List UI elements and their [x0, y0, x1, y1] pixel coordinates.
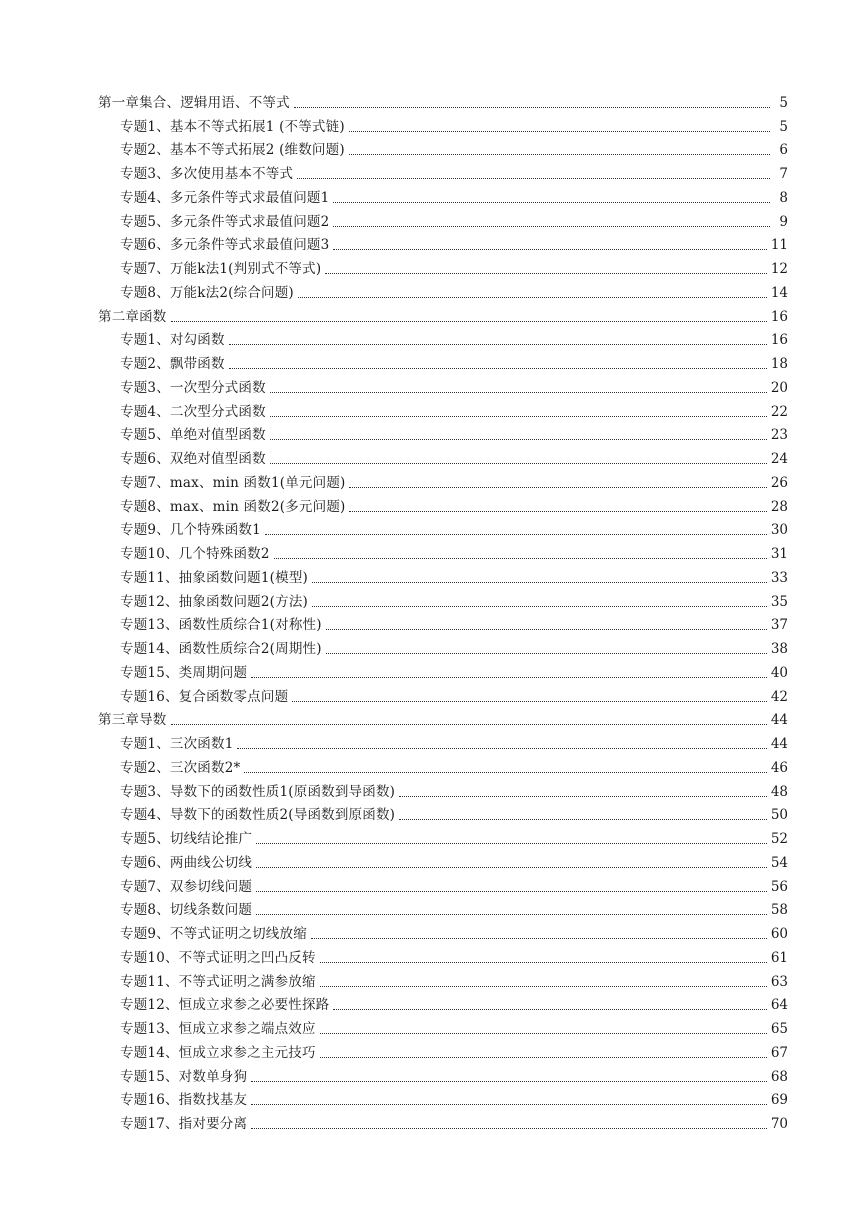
toc-section-entry[interactable] [98, 1085, 788, 1109]
toc-section-entry[interactable] [98, 230, 788, 254]
toc-entry-title: 专题17、指对要分离 [120, 1116, 248, 1132]
toc-entry-page-number: 44 [770, 712, 788, 729]
toc-entry-page-number: 70 [770, 1116, 788, 1132]
toc-entry-title: 专题1、对勾函数 [120, 332, 225, 349]
toc-section-entry[interactable] [98, 396, 788, 420]
dot-leader [270, 462, 767, 464]
dot-leader [320, 1056, 767, 1058]
dot-leader [265, 533, 767, 535]
toc-entry-page-number: 54 [770, 854, 788, 871]
toc-section-entry[interactable] [98, 823, 788, 847]
toc-entry-title: 专题13、函数性质综合1(对称性) [120, 617, 322, 634]
toc-entry-title: 专题15、类周期问题 [120, 664, 248, 681]
toc-entry-title: 专题7、双参切线问题 [120, 878, 253, 895]
toc-entry-title: 专题5、切线结论推广 [120, 831, 253, 847]
toc-entry-page-number: 12 [770, 261, 788, 277]
toc-entry-title: 专题8、万能k法2(综合问题) [120, 284, 294, 301]
toc-entry-title: 专题2、飘带函数 [120, 356, 225, 372]
dot-leader [326, 628, 767, 630]
toc-section-entry[interactable] [98, 847, 788, 871]
toc-entry-page-number: 11 [770, 237, 788, 254]
toc-entry-title: 专题16、指数找基友 [120, 1092, 248, 1109]
toc-entry-title: 专题2、基本不等式拓展2 (维数问题) [120, 142, 345, 159]
dot-leader [256, 866, 767, 868]
dot-leader [256, 913, 767, 915]
dot-leader [229, 367, 767, 369]
toc-entry-page-number: 5 [779, 94, 788, 111]
toc-entry-title: 专题7、万能k法1(判别式不等式) [120, 261, 322, 277]
toc-section-entry[interactable] [98, 182, 788, 206]
toc-entry-title: 专题6、双绝对值型函数 [120, 451, 266, 467]
toc-entry-title: 专题10、不等式证明之凹凸反转 [120, 949, 316, 966]
dot-leader [349, 130, 770, 132]
toc-section-entry[interactable] [98, 538, 788, 562]
dot-leader [399, 795, 767, 797]
toc-entry-title: 第一章集合、逻辑用语、不等式 [98, 94, 290, 111]
toc-section-entry[interactable] [98, 871, 788, 895]
toc-entry-title: 专题9、不等式证明之切线放缩 [120, 926, 307, 942]
toc-entry-title: 专题4、多元条件等式求最值问题1 [120, 189, 330, 206]
toc-entry-page-number: 35 [770, 593, 788, 610]
toc-section-entry[interactable] [98, 752, 788, 776]
toc-entry-title: 专题3、一次型分式函数 [120, 379, 266, 396]
toc-entry-title: 专题15、对数单身狗 [120, 1068, 248, 1085]
toc-section-entry[interactable] [98, 918, 788, 942]
toc-entry-title: 专题1、三次函数1 [120, 736, 234, 752]
toc-entry-page-number: 67 [770, 1044, 788, 1061]
dot-leader [349, 486, 766, 488]
toc-entry-page-number: 18 [770, 356, 788, 372]
dot-leader [270, 391, 767, 393]
toc-section-entry[interactable] [98, 372, 788, 396]
dot-leader [298, 296, 767, 298]
toc-entry-page-number: 50 [770, 807, 788, 824]
toc-section-entry[interactable] [98, 895, 788, 919]
dot-leader [333, 201, 770, 203]
toc-entry-page-number: 68 [770, 1068, 788, 1085]
toc-entry-title: 专题6、多元条件等式求最值问题3 [120, 237, 330, 254]
dot-leader [294, 106, 770, 108]
dot-leader [292, 700, 767, 702]
dot-leader [270, 415, 767, 417]
toc-section-entry[interactable] [98, 206, 788, 230]
toc-entry-page-number: 23 [770, 427, 788, 444]
toc-entry-title: 专题2、三次函数2* [120, 759, 241, 776]
toc-section-entry[interactable] [98, 966, 788, 990]
toc-entry-page-number: 24 [770, 451, 788, 467]
table-of-contents [98, 87, 788, 1132]
toc-entry-page-number: 40 [770, 664, 788, 681]
dot-leader [229, 343, 767, 345]
toc-entry-page-number: 48 [770, 783, 788, 800]
toc-section-entry[interactable] [98, 776, 788, 800]
toc-section-entry[interactable] [98, 990, 788, 1014]
toc-entry-title: 专题12、抽象函数问题2(方法) [120, 593, 309, 610]
toc-entry-page-number: 16 [770, 308, 788, 325]
toc-chapter-entry[interactable] [98, 87, 788, 111]
toc-entry-page-number: 56 [770, 878, 788, 895]
toc-chapter-entry[interactable] [98, 705, 788, 729]
toc-entry-page-number: 64 [770, 997, 788, 1014]
dot-leader [320, 1032, 767, 1034]
toc-entry-page-number: 58 [770, 902, 788, 919]
toc-section-entry[interactable] [98, 158, 788, 182]
toc-section-entry[interactable] [98, 135, 788, 159]
dot-leader [312, 605, 767, 607]
dot-leader [244, 771, 766, 773]
dot-leader [274, 557, 767, 559]
dot-leader [320, 985, 767, 987]
toc-section-entry[interactable] [98, 515, 788, 539]
toc-entry-page-number: 63 [770, 973, 788, 990]
toc-entry-title: 专题5、单绝对值型函数 [120, 427, 266, 444]
toc-entry-page-number: 9 [779, 213, 788, 230]
toc-entry-title: 专题10、几个特殊函数2 [120, 546, 270, 562]
dot-leader [297, 177, 770, 179]
toc-entry-page-number: 33 [770, 569, 788, 586]
toc-entry-page-number: 38 [770, 641, 788, 657]
toc-section-entry[interactable] [98, 1037, 788, 1061]
toc-entry-page-number: 61 [770, 949, 788, 966]
toc-section-entry[interactable] [98, 111, 788, 135]
dot-leader [333, 1008, 766, 1010]
dot-leader [251, 1127, 767, 1129]
toc-entry-page-number: 52 [770, 831, 788, 847]
toc-entry-page-number: 5 [779, 118, 788, 135]
toc-section-entry[interactable] [98, 467, 788, 491]
dot-leader [171, 723, 767, 725]
toc-section-entry[interactable] [98, 491, 788, 515]
toc-entry-page-number: 28 [770, 498, 788, 515]
toc-entry-page-number: 69 [770, 1092, 788, 1109]
toc-entry-title: 专题3、导数下的函数性质1(原函数到导函数) [120, 783, 396, 800]
toc-entry-page-number: 7 [779, 166, 788, 182]
toc-entry-title: 专题13、恒成立求参之端点效应 [120, 1021, 316, 1037]
dot-leader [349, 510, 766, 512]
toc-entry-title: 专题16、复合函数零点问题 [120, 688, 289, 705]
toc-section-entry[interactable] [98, 681, 788, 705]
toc-section-entry[interactable] [98, 1013, 788, 1037]
toc-section-entry[interactable] [98, 348, 788, 372]
dot-leader [270, 438, 767, 440]
dot-leader [237, 747, 766, 749]
toc-entry-title: 专题6、两曲线公切线 [120, 854, 253, 871]
toc-entry-title: 第二章函数 [98, 308, 167, 325]
toc-entry-page-number: 44 [770, 736, 788, 752]
toc-section-entry[interactable] [98, 633, 788, 657]
toc-entry-title: 专题1、基本不等式拓展1 (不等式链) [120, 118, 345, 135]
toc-section-entry[interactable] [98, 443, 788, 467]
dot-leader [325, 272, 767, 274]
toc-entry-title: 专题4、导数下的函数性质2(导函数到原函数) [120, 807, 396, 824]
dot-leader [251, 1103, 767, 1105]
toc-entry-title: 第三章导数 [98, 712, 167, 729]
toc-entry-title: 专题3、多次使用基本不等式 [120, 166, 294, 182]
toc-section-entry[interactable] [98, 1108, 788, 1132]
dot-leader [251, 676, 767, 678]
toc-entry-page-number: 26 [770, 474, 788, 491]
toc-section-entry[interactable] [98, 420, 788, 444]
toc-section-entry[interactable] [98, 942, 788, 966]
toc-entry-title: 专题9、几个特殊函数1 [120, 522, 261, 539]
dot-leader [256, 842, 767, 844]
toc-section-entry[interactable] [98, 253, 788, 277]
toc-entry-title: 专题8、切线条数问题 [120, 902, 253, 919]
toc-section-entry[interactable] [98, 800, 788, 824]
toc-entry-title: 专题14、函数性质综合2(周期性) [120, 641, 322, 657]
toc-entry-title: 专题4、二次型分式函数 [120, 403, 266, 420]
toc-entry-page-number: 6 [779, 142, 788, 159]
toc-section-entry[interactable] [98, 325, 788, 349]
toc-entry-title: 专题11、抽象函数问题1(模型) [120, 569, 309, 586]
toc-entry-title: 专题11、不等式证明之满参放缩 [120, 973, 316, 990]
dot-leader [333, 225, 770, 227]
dot-leader [311, 937, 767, 939]
toc-entry-title: 专题12、恒成立求参之必要性探路 [120, 997, 330, 1014]
toc-entry-title: 专题7、max、min 函数1(单元问题) [120, 474, 346, 491]
dot-leader [251, 1080, 767, 1082]
toc-entry-title: 专题5、多元条件等式求最值问题2 [120, 213, 330, 230]
toc-section-entry[interactable] [98, 562, 788, 586]
toc-entry-page-number: 60 [770, 926, 788, 942]
toc-entry-page-number: 16 [770, 332, 788, 349]
dot-leader [171, 320, 767, 322]
dot-leader [399, 818, 767, 820]
toc-entry-title: 专题8、max、min 函数2(多元问题) [120, 498, 346, 515]
dot-leader [333, 248, 766, 250]
toc-entry-page-number: 46 [770, 759, 788, 776]
toc-entry-page-number: 42 [770, 688, 788, 705]
toc-entry-page-number: 22 [770, 403, 788, 420]
dot-leader [312, 581, 767, 583]
toc-chapter-entry[interactable] [98, 301, 788, 325]
toc-entry-page-number: 20 [770, 379, 788, 396]
dot-leader [320, 961, 767, 963]
toc-section-entry[interactable] [98, 586, 788, 610]
dot-leader [326, 652, 767, 654]
toc-entry-page-number: 8 [779, 189, 788, 206]
toc-section-entry[interactable] [98, 657, 788, 681]
dot-leader [256, 890, 767, 892]
toc-section-entry[interactable] [98, 1061, 788, 1085]
toc-entry-page-number: 37 [770, 617, 788, 634]
toc-section-entry[interactable] [98, 728, 788, 752]
toc-entry-page-number: 14 [770, 284, 788, 301]
toc-entry-page-number: 31 [770, 546, 788, 562]
dot-leader [349, 153, 770, 155]
toc-entry-page-number: 65 [770, 1021, 788, 1037]
toc-section-entry[interactable] [98, 610, 788, 634]
toc-entry-title: 专题14、恒成立求参之主元技巧 [120, 1044, 316, 1061]
toc-section-entry[interactable] [98, 277, 788, 301]
toc-entry-page-number: 30 [770, 522, 788, 539]
